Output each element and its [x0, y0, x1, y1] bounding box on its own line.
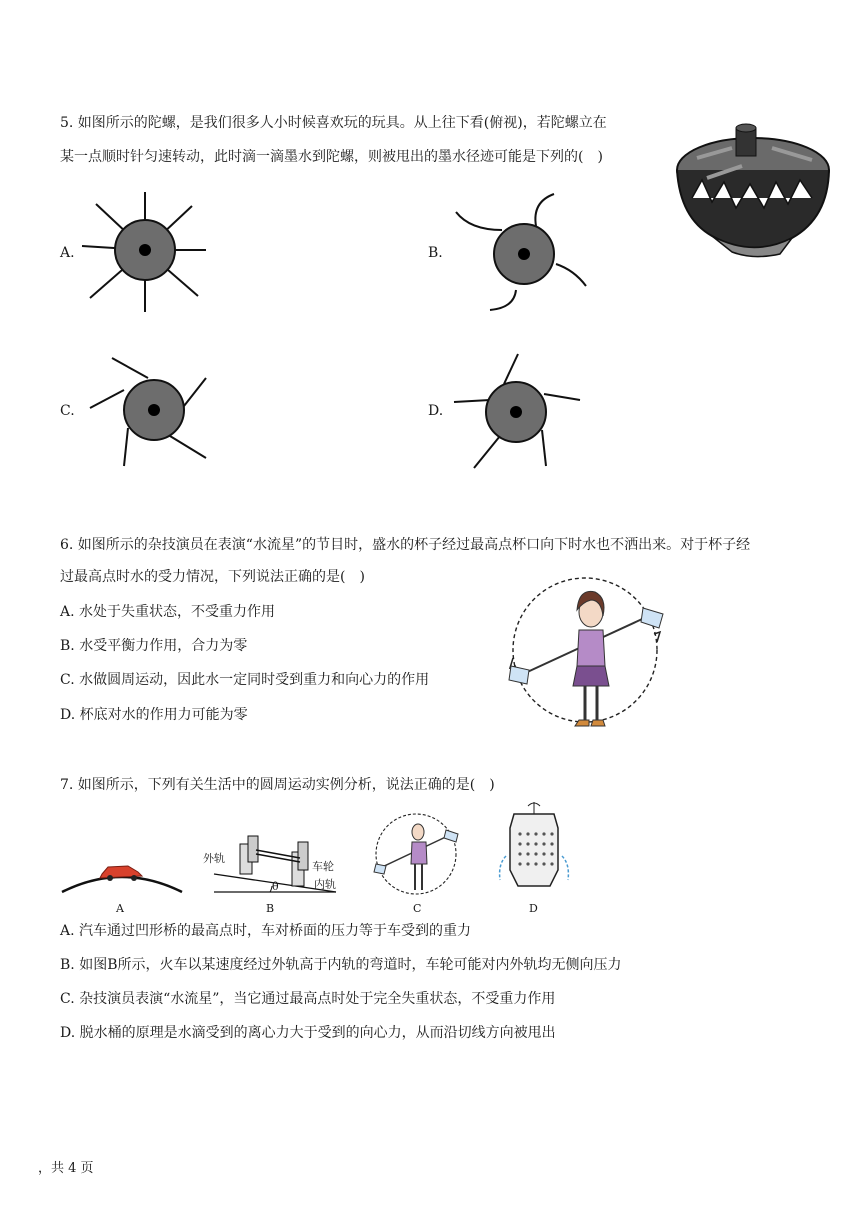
q7-figure-c-water-meteor	[372, 810, 460, 898]
q5-line1: 5. 如图所示的陀螺，是我们很多人小时候喜欢玩的玩具。从上往下看(俯视)，若陀螺立在	[60, 115, 607, 131]
q5-option-b-label: B.	[428, 245, 443, 261]
q7-figure-c-label: C	[413, 902, 422, 915]
q7-line1: 7. 如图所示，下列有关生活中的圆周运动实例分析，说法正确的是( )	[60, 777, 495, 793]
spinning-top-image	[672, 118, 834, 260]
q5-line2: 某一点顺时针匀速转动，此时滴一滴墨水到陀螺，则被甩出的墨水径迹可能是下列的( )	[60, 149, 603, 165]
wheel-label: 车轮	[312, 860, 334, 873]
q7-figure-b-label: B	[266, 902, 275, 915]
q7-option-d: D. 脱水桶的原理是水滴受到的离心力大于受到的向心力，从而沿切线方向被甩出	[60, 1025, 556, 1041]
q5-option-c-figure	[86, 350, 212, 470]
q6-line2: 过最高点时水的受力情况，下列说法正确的是( )	[60, 569, 365, 585]
q5-option-a-label: A.	[60, 245, 75, 261]
q6-option-d: D. 杯底对水的作用力可能为零	[60, 707, 248, 723]
q7-figure-d-spin-dryer	[494, 800, 574, 896]
q5-option-b-figure	[450, 190, 590, 314]
q5-option-d-figure	[450, 350, 586, 470]
inner-rail-label: 内轨	[314, 878, 336, 891]
q6-line1: 6. 如图所示的杂技演员在表演“水流星”的节目时，盛水的杯子经过最高点杯口向下时水也不洒出来。对于杯子经	[60, 537, 751, 553]
q7-option-b: B. 如图B所示，火车以某速度经过外轨高于内轨的弯道时，车轮可能对内外轨均无侧向压力	[60, 957, 622, 973]
theta-label: θ	[272, 880, 279, 893]
q7-option-a: A. 汽车通过凹形桥的最高点时，车对桥面的压力等于车受到的重力	[60, 923, 472, 939]
water-meteor-performer-image	[505, 570, 665, 730]
q5-option-a-figure	[80, 190, 210, 314]
q7-option-c: C. 杂技演员表演“水流星”，当它通过最高点时处于完全失重状态，不受重力作用	[60, 991, 556, 1007]
q7-figure-d-label: D	[529, 902, 538, 915]
q6-option-c: C. 水做圆周运动，因此水一定同时受到重力和向心力的作用	[60, 672, 430, 688]
page-footer: ，共 4 页	[38, 1161, 94, 1176]
q5-option-c-label: C.	[60, 403, 75, 419]
outer-rail-label: 外轨	[203, 852, 225, 865]
q6-option-a: A. 水处于失重状态，不受重力作用	[60, 604, 276, 620]
q6-option-b: B. 水受平衡力作用，合力为零	[60, 638, 248, 654]
q7-figure-a-label: A	[116, 902, 124, 915]
q5-option-d-label: D.	[428, 403, 444, 419]
